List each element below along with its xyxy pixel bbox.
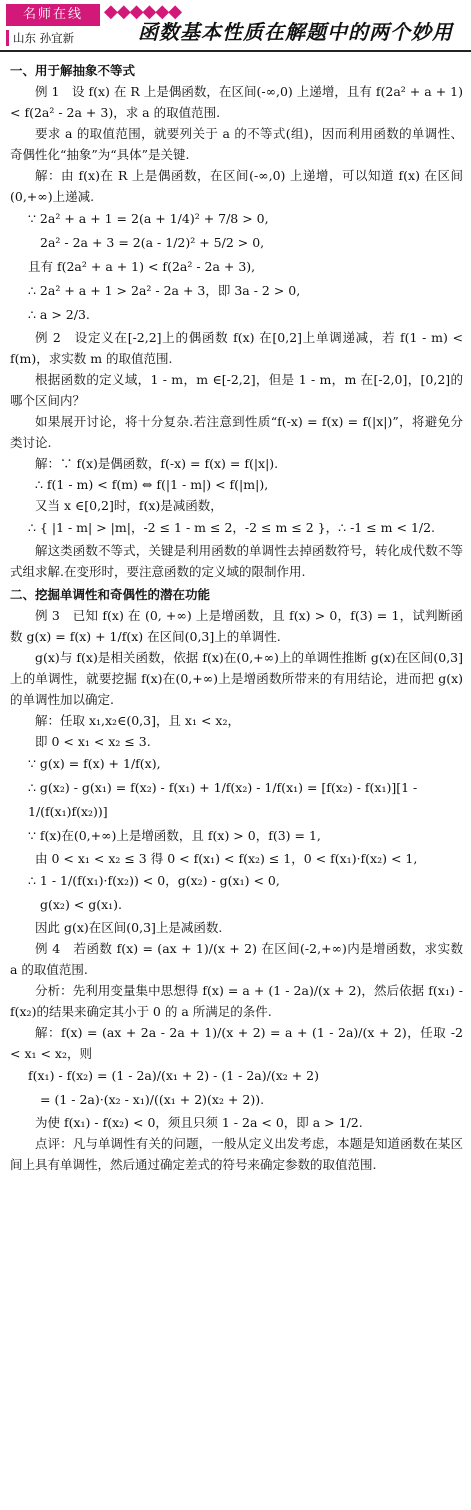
- equation-line: f(x₁) - f(x₂) = (1 - 2a)/(x₁ + 2) - (1 - 2a)/(x₂ + 2): [28, 1068, 320, 1083]
- column-badge: 名师在线: [6, 4, 100, 26]
- paragraph: 例 2 设定义在[-2,2]上的偶函数 f(x) 在[0,2]上单调递减，若 f(1 - m) < f(m)，求实数 m 的取值范围.: [10, 330, 463, 366]
- paragraph: 如果展开讨论，将十分复杂.若注意到性质“f(-x) = f(x) = f(|x|)”，将避免分类讨论.: [10, 414, 463, 450]
- equation-line: ∴ 2a² + a + 1 > 2a² - 2a + 3，即 3a - 2 > 0,: [28, 283, 301, 298]
- paragraph: 解这类函数不等式，关键是利用函数的单调性去掉函数符号，转化成代数不等式组求解.在变形时，要注意函数的定义域的限制作用.: [10, 543, 463, 579]
- equation-line: ∴ g(x₂) - g(x₁) = f(x₂) - f(x₁) + 1/f(x₂) - 1/f(x₁) = [f(x₂) - f(x₁)][1 - 1/(f(x₁)f(x₂))]: [28, 780, 418, 819]
- equation-line: ∵ 2a² + a + 1 = 2(a + 1/4)² + 7/8 > 0,: [28, 211, 269, 226]
- paragraph: 例 4 若函数 f(x) = (ax + 1)/(x + 2) 在区间(-2,+∞)内是增函数，求实数 a 的取值范围.: [10, 941, 463, 977]
- article-header: [0, 0, 471, 52]
- section-heading: 一、用于解抽象不等式: [10, 63, 136, 78]
- equation-line: 且有 f(2a² + a + 1) < f(2a² - 2a + 3),: [28, 259, 256, 274]
- equation-line: ∵ g(x) = f(x) + 1/f(x),: [28, 756, 161, 771]
- equation-line: 2a² - 2a + 3 = 2(a - 1/2)² + 5/2 > 0,: [40, 235, 265, 250]
- header-rule: [0, 50, 471, 52]
- equation-line: ∴ 1 - 1/(f(x₁)·f(x₂)) < 0，g(x₂) - g(x₁) < 0,: [28, 873, 280, 888]
- equation-line: ∴ { |1 - m| > |m|，-2 ≤ 1 - m ≤ 2，-2 ≤ m ≤ 2 }，∴ -1 ≤ m < 1/2.: [28, 520, 436, 535]
- paragraph: g(x)与 f(x)是相关函数，依据 f(x)在(0,+∞)上的单调性推断 g(x)在区间(0,3]上的单调性，就要挖掘 f(x)在(0,+∞)上是增函数所带来的有用结论，进而把 g(x)的单调性加以确定.: [10, 650, 463, 707]
- equation-line: ∵ f(x)在(0,+∞)上是增函数，且 f(x) > 0，f(3) = 1,: [28, 828, 321, 843]
- article-body: [0, 52, 471, 1175]
- paragraph: 即 0 < x₁ < x₂ ≤ 3.: [35, 734, 151, 749]
- paragraph: 解：任取 x₁,x₂∈(0,3]，且 x₁ < x₂，: [35, 713, 240, 728]
- paragraph: 因此 g(x)在区间(0,3]上是减函数.: [35, 920, 223, 935]
- paragraph: 例 1 设 f(x) 在 R 上是偶函数，在区间(-∞,0) 上递增，且有 f(2a² + a + 1) < f(2a² - 2a + 3)，求 a 的取值范围.: [10, 84, 463, 120]
- paragraph: 解：∵ f(x)是偶函数，f(-x) = f(x) = f(|x|).: [35, 456, 279, 471]
- paragraph: ∴ f(1 - m) < f(m) ⇔ f(|1 - m|) < f(|m|),: [35, 477, 269, 492]
- paragraph: 点评：凡与单调性有关的问题，一般从定义出发考虑，本题是知道函数在某区间上具有单调性，然后通过确定差式的符号来确定参数的取值范围.: [10, 1136, 463, 1172]
- paragraph: 为使 f(x₁) - f(x₂) < 0，须且只须 1 - 2a < 0，即 a > 1/2.: [35, 1115, 363, 1130]
- article-title: 函数基本性质在解题中的两个妙用: [138, 20, 453, 44]
- paragraph: 解：由 f(x)在 R 上是偶函数，在区间(-∞,0) 上递增，可以知道 f(x) 在区间(0,+∞)上递减.: [10, 168, 463, 204]
- paragraph: 又当 x ∈[0,2]时，f(x)是减函数，: [35, 498, 223, 513]
- paragraph: 例 3 已知 f(x) 在 (0, +∞) 上是增函数，且 f(x) > 0，f(3) = 1，试判断函数 g(x) = f(x) + 1/f(x) 在区间(0,3]上的单调性.: [10, 608, 463, 644]
- equation-line: ∴ a > 2/3.: [28, 307, 90, 322]
- decorative-diamonds: ◆◆◆◆◆◆: [104, 1, 182, 22]
- author-line: 山东 孙宜新: [6, 30, 74, 46]
- section-heading: 二、挖掘单调性和奇偶性的潜在功能: [10, 587, 211, 602]
- paragraph: 根据函数的定义域，1 - m，m ∈[-2,2]，但是 1 - m，m 在[-2,0]，[0,2]的哪个区间内？: [10, 372, 463, 408]
- equation-line: = (1 - 2a)·(x₂ - x₁)/((x₁ + 2)(x₂ + 2)).: [40, 1092, 265, 1107]
- paragraph: 解：f(x) = (ax + 2a - 2a + 1)/(x + 2) = a + (1 - 2a)/(x + 2)，任取 -2 < x₁ < x₂，则: [10, 1025, 463, 1061]
- equation-line: g(x₂) < g(x₁).: [40, 897, 123, 912]
- paragraph: 由 0 < x₁ < x₂ ≤ 3 得 0 < f(x₁) < f(x₂) ≤ 1，0 < f(x₁)·f(x₂) < 1,: [35, 851, 418, 866]
- paragraph: 分析：先利用变量集中思想得 f(x) = a + (1 - 2a)/(x + 2)，然后依据 f(x₁) - f(x₂)的结果来确定其小于 0 的 a 所满足的条件.: [10, 983, 463, 1019]
- paragraph: 要求 a 的取值范围，就要列关于 a 的不等式(组)，因而利用函数的单调性、奇偶性化“抽象”为“具体”是关键.: [10, 126, 463, 162]
